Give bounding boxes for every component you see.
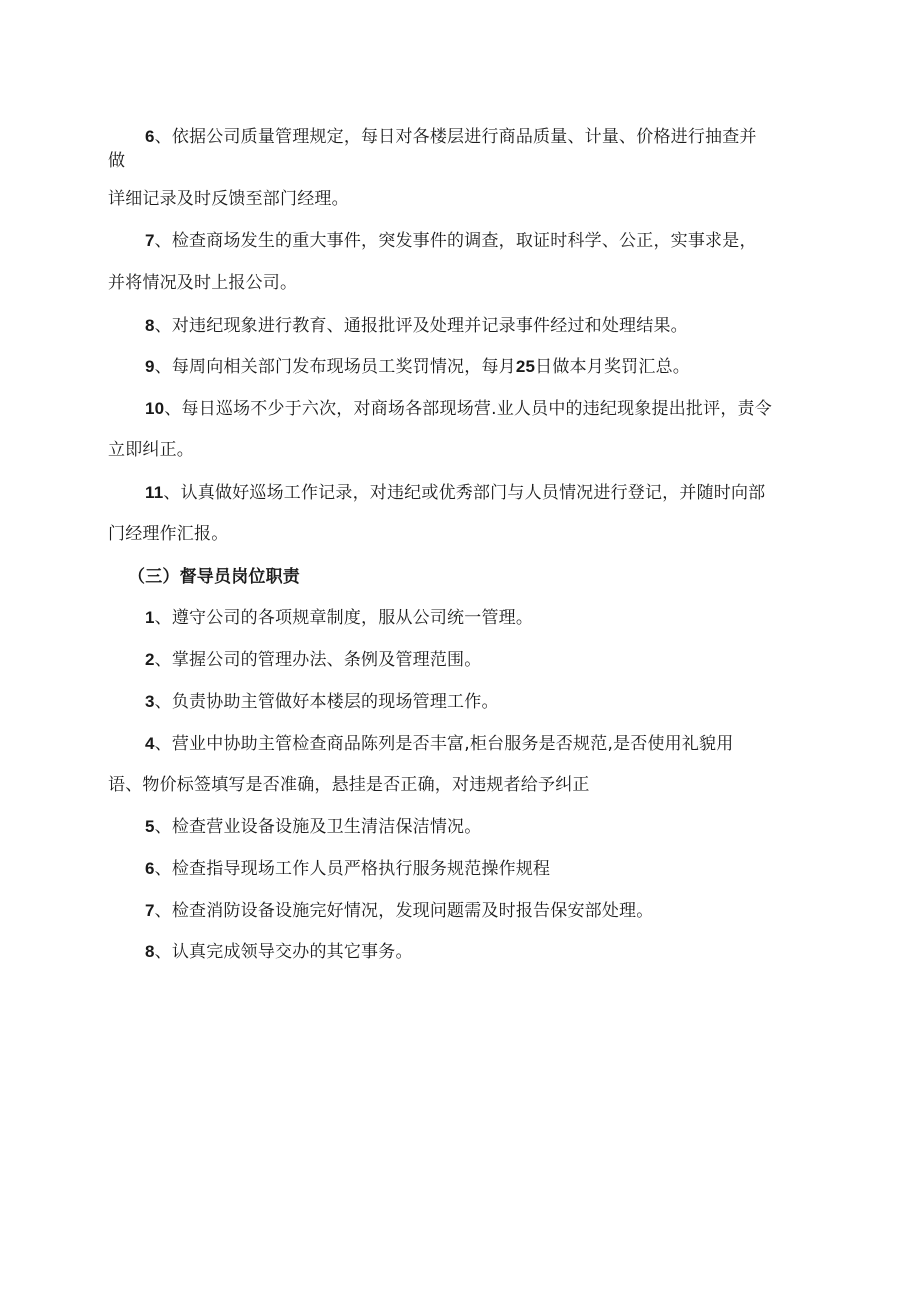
section-heading bbox=[128, 566, 300, 588]
item-7-line-1 bbox=[145, 230, 757, 252]
item-text: 、负责协助主管做好本楼层的现场管理工作。 bbox=[154, 692, 499, 712]
item-11-line-2 bbox=[108, 523, 228, 545]
item-10-line-1 bbox=[145, 398, 772, 420]
item-number: 6 bbox=[145, 859, 155, 878]
item-number: 6 bbox=[145, 127, 155, 146]
duty-4-line-2 bbox=[108, 774, 590, 796]
item-text: 、每周向相关部门发布现场员工奖罚情况，每月 bbox=[154, 357, 516, 377]
item-text: 、遵守公司的各项规章制度，服从公司统一管理。 bbox=[154, 608, 534, 628]
duty-1-line-1 bbox=[145, 607, 533, 629]
item-9-line-1 bbox=[145, 356, 690, 378]
item-text: 、检查商场发生的重大事件，突发事件的调查，取证时科学、公正，实事求是， bbox=[154, 231, 757, 251]
item-text: 、每日巡场不少于六次，对商场各部现场营.业人员中的违纪现象提出批评，责令 bbox=[164, 399, 772, 419]
item-text: 立即纠正。 bbox=[108, 440, 194, 460]
duty-2-line-1 bbox=[145, 649, 481, 671]
item-7-line-2 bbox=[108, 272, 297, 294]
item-text: 、检查营业设备设施及卫生清洁保洁情况。 bbox=[154, 817, 482, 837]
item-6-line-1 bbox=[145, 126, 757, 148]
item-text: 、认真完成领导交办的其它事务。 bbox=[154, 942, 413, 962]
item-text: 详细记录及时反馈至部门经理。 bbox=[108, 189, 349, 209]
item-8-line-1 bbox=[145, 315, 688, 337]
item-number: 7 bbox=[145, 231, 155, 250]
item-number: 3 bbox=[145, 692, 155, 711]
item-text: 并将情况及时上报公司。 bbox=[108, 273, 298, 293]
item-text: 、认真做好巡场工作记录，对违纪或优秀部门与人员情况进行登记，并随时向部 bbox=[163, 483, 766, 503]
item-text: 、营业中协助主管检查商品陈列是否丰富,柜台服务是否规范,是否使用礼貌用 bbox=[154, 734, 734, 754]
item-text: 、检查消防设备设施完好情况，发现问题需及时报告保安部处理。 bbox=[154, 901, 654, 921]
item-number: 8 bbox=[145, 942, 155, 961]
item-number: 5 bbox=[145, 817, 155, 836]
item-text: 、检查指导现场工作人员严格执行服务规范操作规程 bbox=[154, 859, 551, 879]
duty-5-line-1 bbox=[145, 816, 481, 838]
duty-6-line-1 bbox=[145, 858, 550, 880]
duty-8-line-1 bbox=[145, 941, 413, 963]
item-text: 、对违纪现象进行教育、通报批评及处理并记录事件经过和处理结果。 bbox=[154, 316, 688, 336]
item-text: 、掌握公司的管理办法、条例及管理范围。 bbox=[154, 650, 482, 670]
item-11-line-1 bbox=[145, 482, 765, 504]
item-text: 门经理作汇报。 bbox=[108, 524, 229, 544]
item-10-line-2 bbox=[108, 439, 194, 461]
item-number: 4 bbox=[145, 734, 155, 753]
item-number: 8 bbox=[145, 316, 155, 335]
item-number: 9 bbox=[145, 357, 155, 376]
item-number: 2 bbox=[145, 650, 155, 669]
item-text: 语、物价标签填写是否准确，悬挂是否正确，对违规者给予纠正 bbox=[108, 775, 590, 795]
item-6-line-3 bbox=[108, 188, 349, 210]
duty-3-line-1 bbox=[145, 691, 499, 713]
item-number: 10 bbox=[145, 399, 165, 418]
item-text: 、依据公司质量管理规定，每日对各楼层进行商品质量、计量、价格进行抽查并 bbox=[154, 127, 757, 147]
inline-number: 25 bbox=[515, 357, 536, 376]
item-number: 11 bbox=[145, 483, 164, 502]
duty-7-line-1 bbox=[145, 900, 653, 922]
item-text: 日做本月奖罚汇总。 bbox=[535, 357, 690, 377]
section-heading-text: （三）督导员岗位职责 bbox=[128, 567, 300, 587]
item-number: 7 bbox=[145, 901, 155, 920]
duty-4-line-1 bbox=[145, 733, 733, 755]
item-text: 做 bbox=[108, 151, 126, 171]
item-number: 1 bbox=[145, 608, 155, 627]
item-6-line-2 bbox=[108, 150, 125, 172]
